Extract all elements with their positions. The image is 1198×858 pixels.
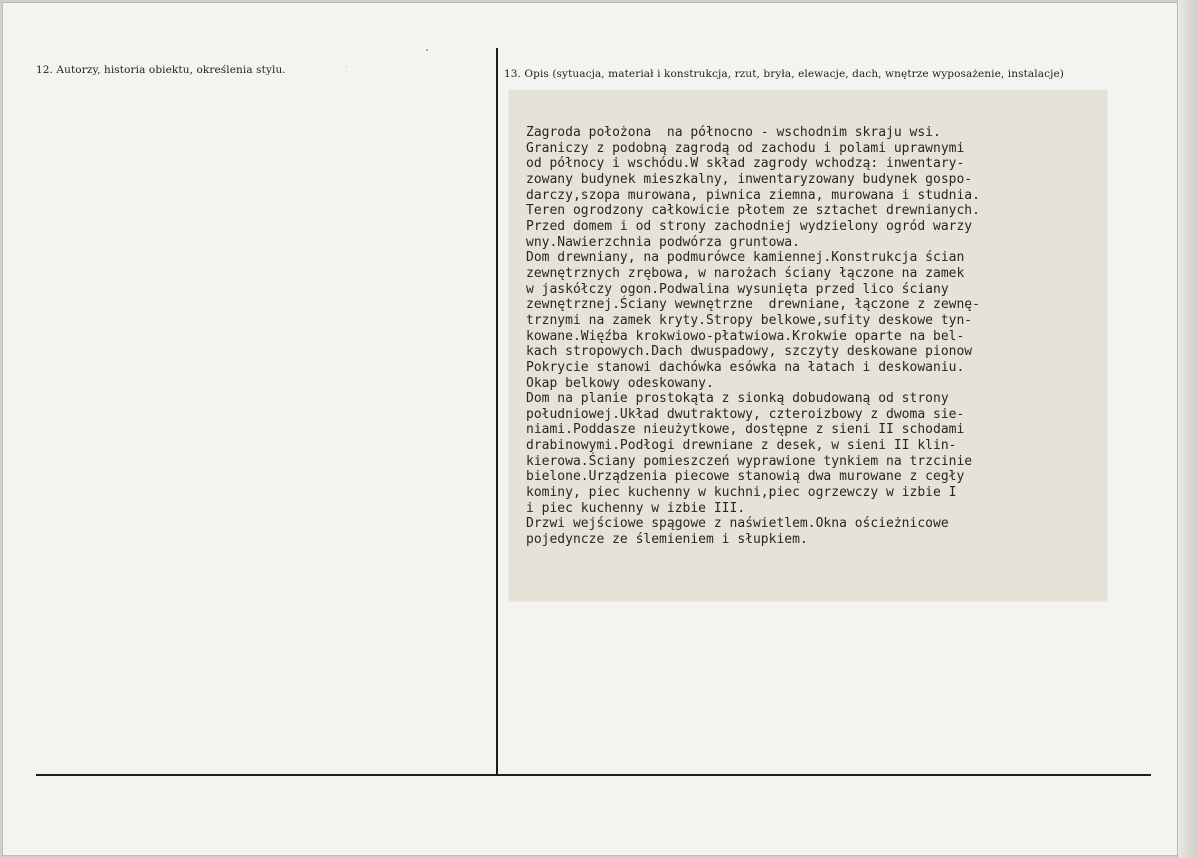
typed-line: drabinowymi.Podłogi drewniane z desek, w sieni II klin- <box>526 438 957 454</box>
typed-line: darczy,szopa murowana, piwnica ziemna, murowana i studnia. <box>526 187 980 203</box>
bottom-rule <box>36 774 1151 776</box>
typed-line: kowane.Więźba krokwiowo-płatwiowa.Krokwie oparte na bel- <box>526 328 965 344</box>
typed-line: trznymi na zamek kryty.Stropy belkowe,sufity deskowe tyn- <box>526 312 973 328</box>
typed-line: Teren ogrodzony całkowicie płotem ze sztachet drewnianych. <box>526 203 980 219</box>
typed-line: Dom drewniany, na podmurówce kamiennej.Konstrukcja ścian <box>526 250 965 266</box>
typed-line: południowej.Układ dwutraktowy, czteroizbowy z dwoma sie- <box>526 406 965 422</box>
typed-line: kierowa.Ściany pomieszczeń wyprawione tynkiem na trzcinie <box>526 453 973 469</box>
typed-description <box>526 125 980 548</box>
typed-line: bielone.Urządzenia piecowe stanowią dwa murowane z cegły <box>526 469 965 485</box>
typed-line: w jaskółczy ogon.Podwalina wysunięta przed lico ściany <box>526 281 949 297</box>
typed-line: wny.Nawierzchnia podwórza gruntowa. <box>526 234 800 250</box>
typed-line: zewnętrznych zrębowa, w narożach ściany łączone na zamek <box>526 265 965 281</box>
sheet-edge <box>1177 0 1198 858</box>
typed-line: Dom na planie prostokąta z sionką dobudowaną od strony <box>526 391 949 407</box>
typed-line: i piec kuchenny w izbie III. <box>526 500 746 516</box>
paper-speck <box>346 66 347 67</box>
typed-line: niami.Poddasze nieużytkowe, dostępne z sieni II schodami <box>526 422 965 438</box>
typed-line: Przed domem i od strony zachodniej wydzielony ogród warzy <box>526 218 973 234</box>
typed-line: Graniczy z podobną zagrodą od zachodu i polami uprawnymi <box>526 140 965 156</box>
typed-line: Pokrycie stanowi dachówka esówka na łatach i deskowaniu. <box>526 359 965 375</box>
column-divider <box>496 48 498 776</box>
typed-line: Drzwi wejściowe spągowe z naświetlem.Okna ościeżnicowe <box>526 516 949 532</box>
field-12-label: 12. Autorzy, historia obiektu, określenia stylu. <box>36 64 286 76</box>
typed-line: pojedyncze ze ślemieniem i słupkiem. <box>526 532 808 548</box>
typed-line: Okap belkowy odeskowany. <box>526 375 714 391</box>
typed-line: zewnętrznej.Ściany wewnętrzne drewniane, łączone z zewnę- <box>526 297 980 313</box>
field-13-label: 13. Opis (sytuacja, materiał i konstrukcja, rzut, bryła, elewacje, dach, wnętrze wyposażenie, instalacje) <box>504 68 1064 80</box>
pasted-typed-note <box>509 90 1107 601</box>
form-sheet <box>2 2 1196 856</box>
typed-line: zowany budynek mieszkalny, inwentaryzowany budynek gospo- <box>526 171 973 187</box>
typed-line: Zagroda położona na północno - wschodnim skraju wsi. <box>526 125 941 140</box>
paper-speck <box>426 49 428 51</box>
typed-line: kach stropowych.Dach dwuspadowy, szczyty deskowane pionow <box>526 344 973 360</box>
typed-line: od północy i wschódu.W skład zagrody wchodzą: inwentary- <box>526 156 965 172</box>
typed-line: kominy, piec kuchenny w kuchni,piec ogrzewczy w izbie I <box>526 485 957 501</box>
